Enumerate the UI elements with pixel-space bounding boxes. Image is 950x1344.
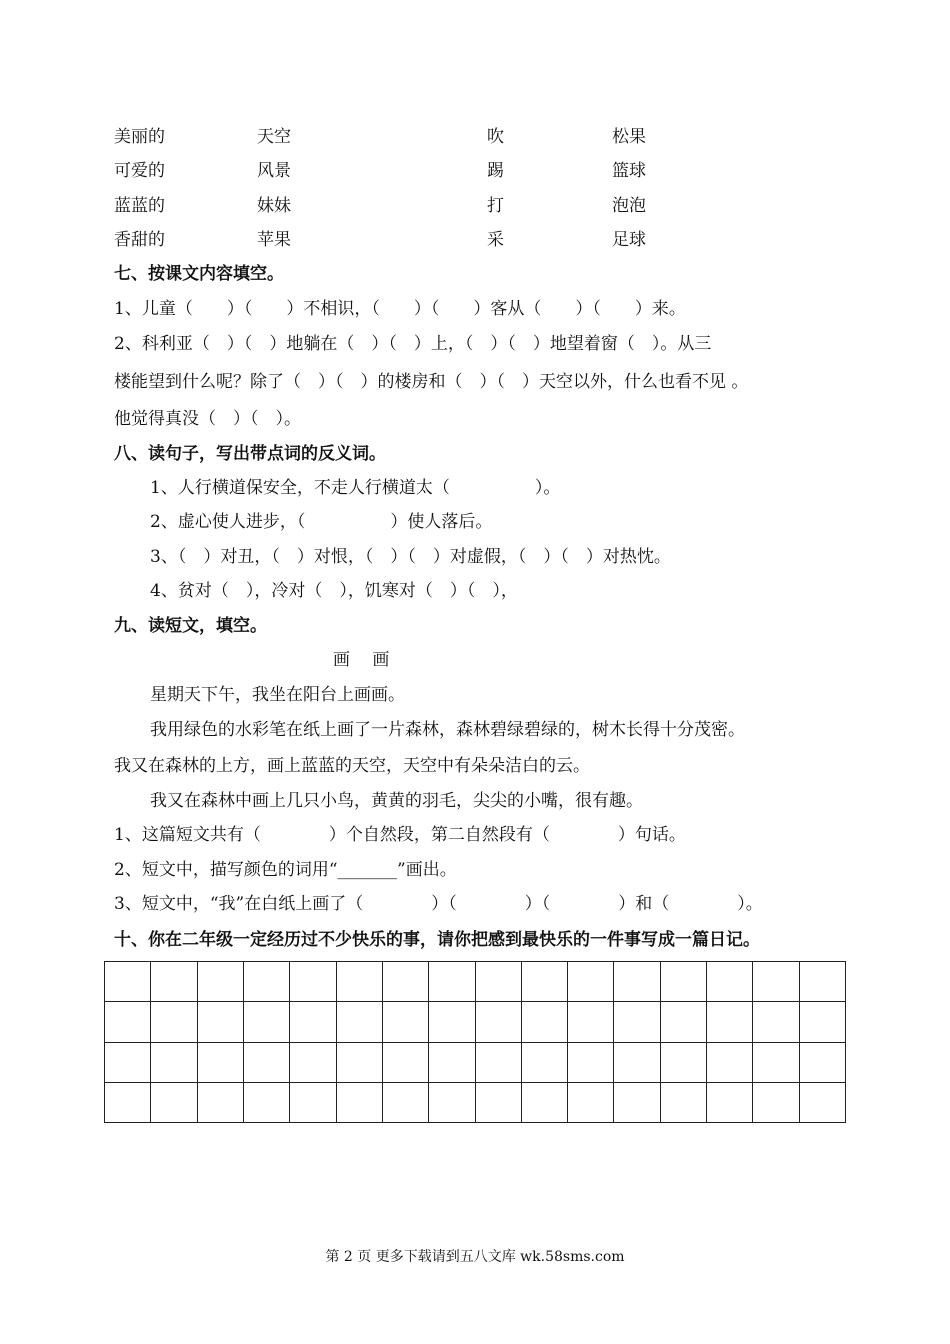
section-9-heading: 九、读短文，填空。 xyxy=(114,616,267,636)
grid-cell[interactable] xyxy=(614,1042,660,1082)
match-item: 采 xyxy=(487,230,504,250)
section-9-question: 3、短文中，“我”在白纸上画了（ ）（ ）（ ）和（ ）。 xyxy=(114,894,763,914)
grid-cell[interactable] xyxy=(753,1082,799,1122)
grid-cell[interactable] xyxy=(799,1002,845,1042)
grid-row xyxy=(105,1042,846,1082)
grid-cell[interactable] xyxy=(336,1082,382,1122)
section-10-heading: 十、你在二年级一定经历过不少快乐的事，请你把感到最快乐的一件事写成一篇日记。 xyxy=(114,930,760,950)
passage-paragraph: 我用绿色的水彩笔在纸上画了一片森林，森林碧绿碧绿的，树木长得十分茂密。 xyxy=(150,720,745,740)
grid-cell[interactable] xyxy=(290,962,336,1002)
grid-cell[interactable] xyxy=(382,1042,428,1082)
grid-cell[interactable] xyxy=(568,962,614,1002)
grid-cell[interactable] xyxy=(614,1082,660,1122)
page-footer: 第 2 页 更多下载请到五八文库 wk.58sms.com xyxy=(325,1249,625,1265)
grid-cell[interactable] xyxy=(382,1002,428,1042)
match-item: 苹果 xyxy=(257,230,291,250)
grid-cell[interactable] xyxy=(151,1002,197,1042)
section-8-line: 2、虚心使人进步，（ ）使人落后。 xyxy=(150,512,493,532)
grid-cell[interactable] xyxy=(614,962,660,1002)
grid-cell[interactable] xyxy=(521,962,567,1002)
grid-cell[interactable] xyxy=(105,962,151,1002)
grid-cell[interactable] xyxy=(336,962,382,1002)
grid-cell[interactable] xyxy=(197,1082,243,1122)
grid-row xyxy=(105,1082,846,1122)
grid-cell[interactable] xyxy=(151,1042,197,1082)
section-8-heading: 八、读句子，写出带点词的反义词。 xyxy=(114,444,386,464)
grid-cell[interactable] xyxy=(660,1002,706,1042)
grid-cell[interactable] xyxy=(521,1042,567,1082)
section-7-line: 1、儿童（ ）（ ）不相识，（ ）（ ）客从（ ）（ ）来。 xyxy=(114,299,686,319)
grid-cell[interactable] xyxy=(799,1042,845,1082)
grid-cell[interactable] xyxy=(197,962,243,1002)
grid-cell[interactable] xyxy=(243,962,289,1002)
grid-cell[interactable] xyxy=(290,1082,336,1122)
grid-cell[interactable] xyxy=(707,1042,753,1082)
grid-cell[interactable] xyxy=(568,1082,614,1122)
match-item: 踢 xyxy=(487,161,504,181)
match-item: 篮球 xyxy=(612,161,646,181)
grid-cell[interactable] xyxy=(429,1002,475,1042)
grid-cell[interactable] xyxy=(753,962,799,1002)
grid-cell[interactable] xyxy=(105,1042,151,1082)
grid-cell[interactable] xyxy=(660,1082,706,1122)
section-9-question: 1、这篇短文共有（ ）个自然段，第二自然段有（ ）句话。 xyxy=(114,825,686,845)
grid-cell[interactable] xyxy=(336,1002,382,1042)
grid-cell[interactable] xyxy=(707,1082,753,1122)
grid-cell[interactable] xyxy=(151,1082,197,1122)
grid-cell[interactable] xyxy=(799,1082,845,1122)
match-item: 美丽的 xyxy=(114,127,165,147)
section-7-heading: 七、按课文内容填空。 xyxy=(114,264,284,284)
grid-cell[interactable] xyxy=(243,1042,289,1082)
grid-cell[interactable] xyxy=(660,962,706,1002)
section-8-line: 1、人行横道保安全，不走人行横道太（ ）。 xyxy=(150,478,561,498)
grid-cell[interactable] xyxy=(475,1042,521,1082)
grid-cell[interactable] xyxy=(568,1002,614,1042)
match-item: 风景 xyxy=(257,161,291,181)
match-item: 天空 xyxy=(257,127,291,147)
grid-cell[interactable] xyxy=(105,1002,151,1042)
grid-cell[interactable] xyxy=(521,1082,567,1122)
grid-cell[interactable] xyxy=(243,1002,289,1042)
grid-cell[interactable] xyxy=(660,1042,706,1082)
grid-cell[interactable] xyxy=(753,1042,799,1082)
section-7-line: 2、科利亚（ ）（ ）地躺在（ ）（ ）上，（ ）（ ）地望着窗（ ）。从三 xyxy=(114,334,712,354)
match-item: 吹 xyxy=(487,127,504,147)
grid-cell[interactable] xyxy=(290,1002,336,1042)
match-item: 香甜的 xyxy=(114,230,165,250)
grid-cell[interactable] xyxy=(105,1082,151,1122)
section-8-line: 4、贫对（ ），冷对（ ），饥寒对（ ）（ ）， xyxy=(150,581,518,601)
grid-cell[interactable] xyxy=(243,1082,289,1122)
grid-cell[interactable] xyxy=(475,962,521,1002)
grid-cell[interactable] xyxy=(197,1002,243,1042)
grid-cell[interactable] xyxy=(475,1082,521,1122)
passage-title: 画 画 xyxy=(333,650,390,670)
match-item: 可爱的 xyxy=(114,161,165,181)
grid-cell[interactable] xyxy=(707,962,753,1002)
grid-cell[interactable] xyxy=(336,1042,382,1082)
grid-cell[interactable] xyxy=(707,1002,753,1042)
grid-cell[interactable] xyxy=(382,1082,428,1122)
grid-cell[interactable] xyxy=(614,1002,660,1042)
passage-paragraph: 我又在森林中画上几只小鸟，黄黄的羽毛，尖尖的小嘴，很有趣。 xyxy=(150,791,643,811)
grid-cell[interactable] xyxy=(753,1002,799,1042)
passage-paragraph: 我又在森林的上方，画上蓝蓝的天空，天空中有朵朵洁白的云。 xyxy=(114,756,590,776)
match-item: 妹妹 xyxy=(257,196,291,216)
grid-cell[interactable] xyxy=(290,1042,336,1082)
match-item: 蓝蓝的 xyxy=(114,196,165,216)
section-8-line: 3、（ ）对丑，（ ）对恨，（ ）（ ）对虚假，（ ）（ ）对热忱。 xyxy=(150,547,671,567)
grid-cell[interactable] xyxy=(151,962,197,1002)
match-item: 打 xyxy=(487,196,504,216)
writing-grid xyxy=(104,961,846,1123)
grid-cell[interactable] xyxy=(197,1042,243,1082)
match-item: 足球 xyxy=(612,230,646,250)
passage-paragraph: 星期天下午，我坐在阳台上画画。 xyxy=(150,685,405,705)
section-7-line: 他觉得真没（ ）（ ）。 xyxy=(114,409,301,429)
section-7-line: 楼能望到什么呢？除了（ ）（ ）的楼房和（ ）（ ）天空以外，什么也看不见 。 xyxy=(114,372,749,392)
grid-cell[interactable] xyxy=(382,962,428,1002)
section-9-question: 2、短文中，描写颜色的词用“_______”画出。 xyxy=(114,860,457,880)
match-item: 松果 xyxy=(612,127,646,147)
grid-cell[interactable] xyxy=(429,1082,475,1122)
grid-row xyxy=(105,962,846,1002)
grid-cell[interactable] xyxy=(475,1002,521,1042)
grid-row xyxy=(105,1002,846,1042)
grid-cell[interactable] xyxy=(799,962,845,1002)
grid-cell[interactable] xyxy=(429,962,475,1002)
grid-cell[interactable] xyxy=(568,1042,614,1082)
grid-cell[interactable] xyxy=(521,1002,567,1042)
match-item: 泡泡 xyxy=(612,196,646,216)
grid-cell[interactable] xyxy=(429,1042,475,1082)
